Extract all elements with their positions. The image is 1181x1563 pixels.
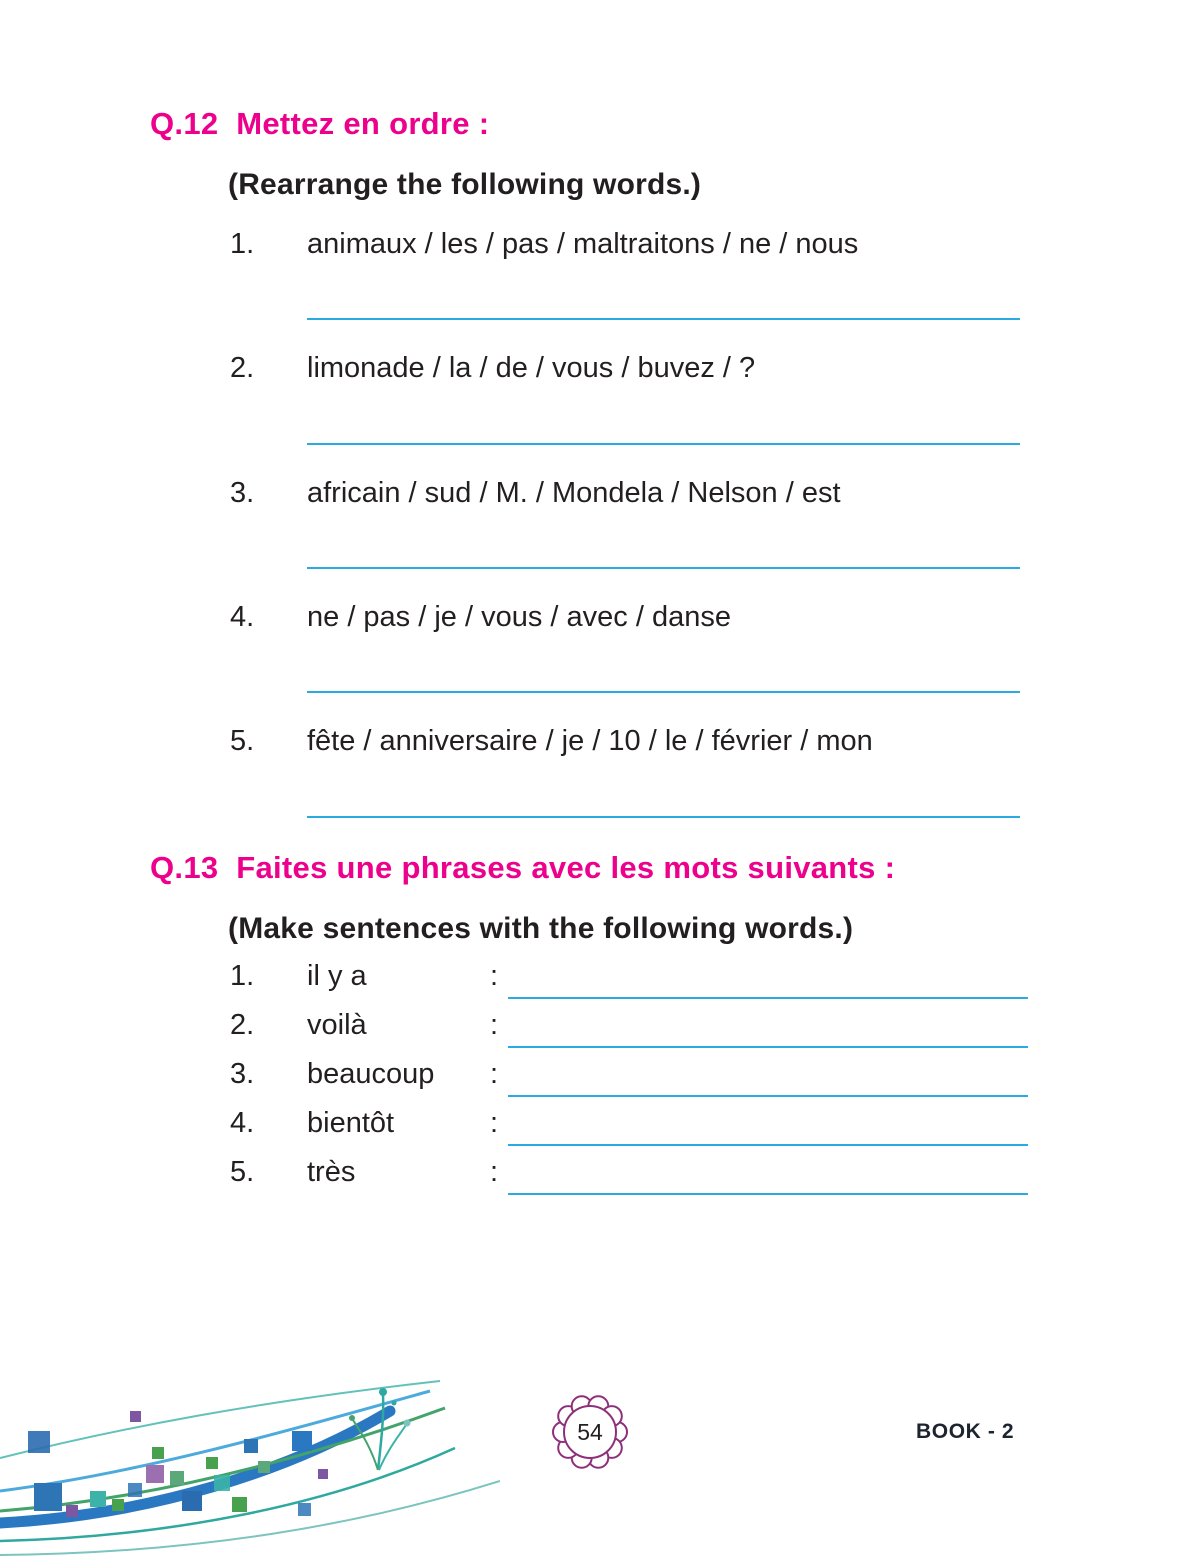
q12-item bbox=[150, 352, 1036, 444]
q13-item-row bbox=[230, 1058, 1036, 1107]
item-number: 4. bbox=[230, 601, 255, 634]
colon: : bbox=[490, 1008, 499, 1041]
q13-item-row bbox=[230, 1156, 1036, 1205]
answer-line bbox=[508, 1156, 1028, 1195]
q12-item-row bbox=[230, 725, 1036, 758]
answer-line bbox=[307, 816, 1020, 818]
page-number: 54 bbox=[577, 1419, 603, 1445]
item-number: 1. bbox=[230, 228, 255, 260]
item-number: 3. bbox=[230, 476, 255, 509]
colon: : bbox=[490, 1106, 499, 1139]
q13-item-row bbox=[230, 1009, 1036, 1058]
answer-line bbox=[508, 1009, 1028, 1048]
decorative-swoosh-squares-art bbox=[0, 1373, 500, 1563]
page-number-badge bbox=[552, 1394, 628, 1470]
answer-line bbox=[307, 443, 1020, 445]
q12-item-row bbox=[230, 601, 1036, 634]
item-words: limonade / la / de / vous / buvez / ? bbox=[307, 352, 756, 385]
q12-item bbox=[150, 601, 1036, 693]
q13-heading: Q.13 Faites une phrases avec les mots suivants : bbox=[150, 849, 896, 885]
q12-item bbox=[150, 228, 1036, 320]
q13-item-row bbox=[230, 1107, 1036, 1156]
item-words: fête / anniversaire / je / 10 / le / février / mon bbox=[307, 725, 873, 758]
item-number: 4. bbox=[230, 1106, 255, 1139]
answer-line bbox=[307, 691, 1020, 693]
q12-section bbox=[150, 106, 1036, 818]
q12-subheading: (Rearrange the following words.) bbox=[228, 168, 702, 201]
item-word: beaucoup bbox=[307, 1057, 435, 1090]
answer-line bbox=[307, 567, 1020, 569]
q13-item-row bbox=[230, 960, 1036, 1009]
colon: : bbox=[490, 959, 499, 992]
q12-heading: Q.12 Mettez en ordre : bbox=[150, 106, 490, 141]
item-words: africain / sud / M. / Mondela / Nelson / est bbox=[307, 476, 841, 509]
item-words: animaux / les / pas / maltraitons / ne / nous bbox=[307, 228, 859, 260]
answer-line bbox=[508, 960, 1028, 999]
item-word: il y a bbox=[307, 959, 367, 992]
item-number: 1. bbox=[230, 959, 255, 992]
q12-item-row bbox=[230, 477, 1036, 510]
item-number: 2. bbox=[230, 1008, 255, 1041]
q13-section bbox=[150, 850, 1036, 1205]
item-number: 5. bbox=[230, 725, 255, 758]
answer-line bbox=[307, 318, 1020, 320]
item-word: bientôt bbox=[307, 1106, 395, 1139]
page-content bbox=[150, 106, 1036, 1205]
item-number: 3. bbox=[230, 1057, 255, 1090]
item-word: voilà bbox=[307, 1008, 367, 1041]
item-word: très bbox=[307, 1155, 356, 1188]
item-number: 2. bbox=[230, 352, 255, 385]
q13-subheading: (Make sentences with the following words.) bbox=[228, 911, 854, 945]
book-label: BOOK - 2 bbox=[916, 1420, 1015, 1443]
answer-line bbox=[508, 1107, 1028, 1146]
q12-item-row bbox=[230, 352, 1036, 385]
q12-item-row bbox=[230, 228, 1036, 261]
item-number: 5. bbox=[230, 1155, 255, 1188]
q12-item bbox=[150, 725, 1036, 817]
item-words: ne / pas / je / vous / avec / danse bbox=[307, 601, 731, 634]
colon: : bbox=[490, 1057, 499, 1090]
answer-line bbox=[508, 1058, 1028, 1097]
q12-item bbox=[150, 477, 1036, 569]
colon: : bbox=[490, 1155, 499, 1188]
